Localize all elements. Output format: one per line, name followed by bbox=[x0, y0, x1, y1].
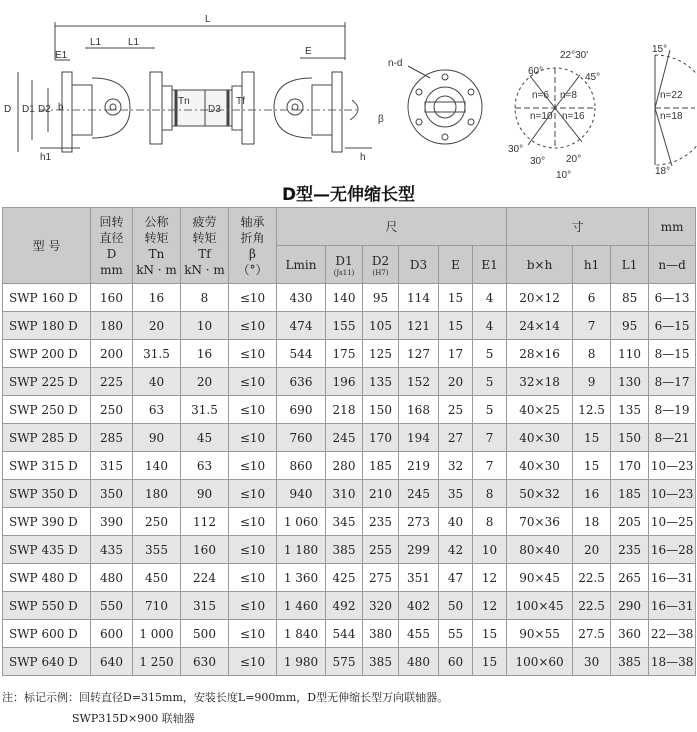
table-cell: 940 bbox=[277, 480, 326, 508]
svg-text:20°: 20° bbox=[566, 154, 582, 165]
table-cell: 8 bbox=[181, 284, 229, 312]
svg-text:h1: h1 bbox=[40, 152, 52, 163]
table-cell: 85 bbox=[611, 284, 649, 312]
table-cell: 40×30 bbox=[507, 424, 573, 452]
table-cell: 224 bbox=[181, 564, 229, 592]
table-cell: 7 bbox=[573, 312, 611, 340]
table-cell: 50×32 bbox=[507, 480, 573, 508]
table-cell: 299 bbox=[399, 536, 439, 564]
table-cell: 185 bbox=[611, 480, 649, 508]
table-cell: 492 bbox=[326, 592, 363, 620]
table-cell: 30 bbox=[573, 648, 611, 676]
table-cell: 112 bbox=[181, 508, 229, 536]
table-cell: 20 bbox=[181, 368, 229, 396]
technical-drawing bbox=[0, 0, 697, 182]
table-cell: 95 bbox=[363, 284, 399, 312]
header-e: E bbox=[439, 246, 473, 284]
model-cell: SWP 350 D bbox=[3, 480, 91, 508]
table-cell: 90 bbox=[181, 480, 229, 508]
svg-text:n=8: n=8 bbox=[560, 90, 577, 101]
svg-text:D3: D3 bbox=[208, 104, 221, 115]
table-row bbox=[3, 620, 696, 648]
header-d1: D1 (Js11) bbox=[326, 246, 363, 284]
table-cell: 160 bbox=[91, 284, 133, 312]
table-cell: 255 bbox=[363, 536, 399, 564]
header-dimension-unit: mm bbox=[649, 208, 696, 246]
table-cell: ≤10 bbox=[229, 620, 277, 648]
table-cell: 205 bbox=[611, 508, 649, 536]
table-cell: 8—19 bbox=[649, 396, 696, 424]
table-cell: 40 bbox=[133, 368, 181, 396]
svg-text:h: h bbox=[360, 152, 366, 163]
table-cell: 290 bbox=[611, 592, 649, 620]
svg-text:10°: 10° bbox=[556, 170, 572, 181]
model-cell: SWP 600 D bbox=[3, 620, 91, 648]
table-cell: 8 bbox=[573, 340, 611, 368]
table-cell: 114 bbox=[399, 284, 439, 312]
table-cell: 7 bbox=[473, 452, 507, 480]
table-cell: 1 840 bbox=[277, 620, 326, 648]
table-cell: 170 bbox=[363, 424, 399, 452]
table-row bbox=[3, 284, 696, 312]
table-cell: 12 bbox=[473, 592, 507, 620]
model-cell: SWP 250 D bbox=[3, 396, 91, 424]
table-cell: 25 bbox=[439, 396, 473, 424]
table-cell: 32 bbox=[439, 452, 473, 480]
table-cell: 18 bbox=[573, 508, 611, 536]
table-cell: 22.5 bbox=[573, 592, 611, 620]
table-cell: 15 bbox=[473, 620, 507, 648]
svg-text:D1: D1 bbox=[22, 104, 35, 115]
table-row bbox=[3, 536, 696, 564]
table-cell: 22.5 bbox=[573, 564, 611, 592]
left-yoke bbox=[92, 78, 130, 138]
header-dimension-a: 尺 bbox=[277, 208, 507, 246]
table-cell: 1 000 bbox=[133, 620, 181, 648]
table-cell: 16 bbox=[181, 340, 229, 368]
table-cell: ≤10 bbox=[229, 424, 277, 452]
table-cell: 127 bbox=[399, 340, 439, 368]
table-cell: 6—13 bbox=[649, 284, 696, 312]
table-cell: ≤10 bbox=[229, 284, 277, 312]
table-row bbox=[3, 368, 696, 396]
table-cell: 450 bbox=[133, 564, 181, 592]
table-cell: 15 bbox=[439, 312, 473, 340]
table-cell: 385 bbox=[326, 536, 363, 564]
table-cell: 15 bbox=[439, 284, 473, 312]
table-cell: 95 bbox=[611, 312, 649, 340]
table-cell: 125 bbox=[363, 340, 399, 368]
model-cell: SWP 315 D bbox=[3, 452, 91, 480]
svg-text:15°: 15° bbox=[652, 44, 668, 55]
table-cell: 22—38 bbox=[649, 620, 696, 648]
table-cell: 110 bbox=[611, 340, 649, 368]
header-l1: L1 bbox=[611, 246, 649, 284]
table-cell: 8—17 bbox=[649, 368, 696, 396]
table-cell: 9 bbox=[573, 368, 611, 396]
table-cell: 8 bbox=[473, 480, 507, 508]
header-nd: n—d bbox=[649, 246, 696, 284]
table-cell: ≤10 bbox=[229, 368, 277, 396]
table-cell: 40 bbox=[439, 508, 473, 536]
table-cell: ≤10 bbox=[229, 508, 277, 536]
table-cell: 12 bbox=[473, 564, 507, 592]
table-cell: 690 bbox=[277, 396, 326, 424]
table-cell: 351 bbox=[399, 564, 439, 592]
table-cell: 80×40 bbox=[507, 536, 573, 564]
table-cell: 245 bbox=[399, 480, 439, 508]
table-cell: 636 bbox=[277, 368, 326, 396]
label-L: L bbox=[205, 14, 211, 25]
table-cell: 250 bbox=[91, 396, 133, 424]
table-cell: 480 bbox=[399, 648, 439, 676]
table-cell: 550 bbox=[91, 592, 133, 620]
table-cell: 31.5 bbox=[133, 340, 181, 368]
svg-text:n=6: n=6 bbox=[532, 90, 549, 101]
model-cell: SWP 550 D bbox=[3, 592, 91, 620]
model-cell: SWP 200 D bbox=[3, 340, 91, 368]
table-cell: 250 bbox=[133, 508, 181, 536]
table-row bbox=[3, 648, 696, 676]
table-cell: 100×45 bbox=[507, 592, 573, 620]
table-cell: 15 bbox=[573, 424, 611, 452]
table-cell: ≤10 bbox=[229, 648, 277, 676]
table-cell: 320 bbox=[363, 592, 399, 620]
note-text: 注：标记示例：回转直径D=315mm，安装长度L=900mm，D型无伸缩长型万向联轴器。 bbox=[2, 691, 449, 704]
right-flange bbox=[332, 72, 342, 152]
table-cell: 10—23 bbox=[649, 480, 696, 508]
table-cell: 1 060 bbox=[277, 508, 326, 536]
table-cell: 575 bbox=[326, 648, 363, 676]
table-cell: 63 bbox=[133, 396, 181, 424]
table-cell: 140 bbox=[326, 284, 363, 312]
svg-text:n=16: n=16 bbox=[562, 111, 585, 122]
table-cell: 280 bbox=[326, 452, 363, 480]
table-cell: 20 bbox=[439, 368, 473, 396]
table-cell: 5 bbox=[473, 368, 507, 396]
table-cell: 168 bbox=[399, 396, 439, 424]
table-cell: 70×36 bbox=[507, 508, 573, 536]
table-cell: 8 bbox=[473, 508, 507, 536]
svg-text:β: β bbox=[378, 114, 384, 125]
table-cell: 20×12 bbox=[507, 284, 573, 312]
table-cell: 1 180 bbox=[277, 536, 326, 564]
table-cell: 7 bbox=[473, 424, 507, 452]
table-cell: 544 bbox=[326, 620, 363, 648]
table-cell: 50 bbox=[439, 592, 473, 620]
table-cell: 60 bbox=[439, 648, 473, 676]
table-cell: 245 bbox=[326, 424, 363, 452]
svg-text:n=22: n=22 bbox=[660, 90, 683, 101]
svg-text:D: D bbox=[4, 104, 12, 115]
table-cell: 390 bbox=[91, 508, 133, 536]
table-cell: ≤10 bbox=[229, 396, 277, 424]
table-cell: 4 bbox=[473, 312, 507, 340]
table-cell: 121 bbox=[399, 312, 439, 340]
table-cell: 360 bbox=[611, 620, 649, 648]
table-cell: 385 bbox=[363, 648, 399, 676]
svg-text:22°30': 22°30' bbox=[560, 50, 589, 61]
table-row bbox=[3, 312, 696, 340]
table-cell: 45 bbox=[181, 424, 229, 452]
table-cell: 275 bbox=[363, 564, 399, 592]
table-cell: 135 bbox=[363, 368, 399, 396]
svg-text:n=18: n=18 bbox=[660, 111, 683, 122]
table-cell: 600 bbox=[91, 620, 133, 648]
table-cell: 105 bbox=[363, 312, 399, 340]
table-cell: 27.5 bbox=[573, 620, 611, 648]
table-cell: 10—25 bbox=[649, 508, 696, 536]
model-cell: SWP 180 D bbox=[3, 312, 91, 340]
table-cell: 100×60 bbox=[507, 648, 573, 676]
table-cell: ≤10 bbox=[229, 312, 277, 340]
table-cell: 710 bbox=[133, 592, 181, 620]
table-cell: 27 bbox=[439, 424, 473, 452]
table-cell: 273 bbox=[399, 508, 439, 536]
table-cell: 1 250 bbox=[133, 648, 181, 676]
table-cell: 4 bbox=[473, 284, 507, 312]
table-cell: 435 bbox=[91, 536, 133, 564]
table-cell: 16 bbox=[573, 480, 611, 508]
header-fatigue-torque: 疲劳 转矩 Tf kN · m bbox=[181, 208, 229, 284]
table-cell: 1 980 bbox=[277, 648, 326, 676]
header-lmin: Lmin bbox=[277, 246, 326, 284]
table-cell: 20 bbox=[573, 536, 611, 564]
table-cell: 16—31 bbox=[649, 592, 696, 620]
table-cell: 155 bbox=[326, 312, 363, 340]
svg-text:L1: L1 bbox=[128, 37, 140, 48]
table-cell: 130 bbox=[611, 368, 649, 396]
table-cell: 6—15 bbox=[649, 312, 696, 340]
svg-text:L1: L1 bbox=[90, 37, 102, 48]
table-cell: 20 bbox=[133, 312, 181, 340]
model-cell: SWP 390 D bbox=[3, 508, 91, 536]
table-cell: 10 bbox=[473, 536, 507, 564]
table-row bbox=[3, 592, 696, 620]
table-cell: 55 bbox=[439, 620, 473, 648]
table-cell: 16 bbox=[133, 284, 181, 312]
note-example: SWP315D×900 联轴器 bbox=[72, 712, 195, 725]
table-cell: ≤10 bbox=[229, 536, 277, 564]
table-cell: 315 bbox=[181, 592, 229, 620]
table-cell: 15 bbox=[473, 648, 507, 676]
table-cell: 150 bbox=[363, 396, 399, 424]
model-cell: SWP 285 D bbox=[3, 424, 91, 452]
table-cell: 430 bbox=[277, 284, 326, 312]
table-cell: 402 bbox=[399, 592, 439, 620]
model-cell: SWP 640 D bbox=[3, 648, 91, 676]
table-cell: 175 bbox=[326, 340, 363, 368]
table-cell: 8—21 bbox=[649, 424, 696, 452]
svg-text:b: b bbox=[58, 102, 64, 113]
table-cell: 47 bbox=[439, 564, 473, 592]
svg-text:n=10: n=10 bbox=[530, 111, 553, 122]
table-cell: 10—23 bbox=[649, 452, 696, 480]
table-cell: 760 bbox=[277, 424, 326, 452]
table-cell: 28×16 bbox=[507, 340, 573, 368]
table-cell: ≤10 bbox=[229, 452, 277, 480]
header-nominal-torque: 公称 转矩 Tn kN · m bbox=[133, 208, 181, 284]
table-cell: 150 bbox=[611, 424, 649, 452]
table-cell: 385 bbox=[611, 648, 649, 676]
header-bxh: b×h bbox=[507, 246, 573, 284]
model-cell: SWP 225 D bbox=[3, 368, 91, 396]
table-cell: 40×25 bbox=[507, 396, 573, 424]
table-cell: 5 bbox=[473, 340, 507, 368]
right-yoke bbox=[274, 78, 312, 138]
table-cell: 180 bbox=[133, 480, 181, 508]
table-cell: 225 bbox=[91, 368, 133, 396]
header-bearing-angle: 轴承 折角 β （°） bbox=[229, 208, 277, 284]
header-model: 型 号 bbox=[3, 208, 91, 284]
table-row bbox=[3, 508, 696, 536]
table-cell: 170 bbox=[611, 452, 649, 480]
table-cell: 42 bbox=[439, 536, 473, 564]
header-dimension-b: 寸 bbox=[507, 208, 649, 246]
svg-text:60°: 60° bbox=[528, 66, 544, 77]
table-cell: 18—38 bbox=[649, 648, 696, 676]
table-cell: 1 360 bbox=[277, 564, 326, 592]
svg-text:n-d: n-d bbox=[388, 58, 403, 69]
table-row bbox=[3, 424, 696, 452]
spec-table bbox=[2, 207, 696, 676]
table-cell: 90 bbox=[133, 424, 181, 452]
table-cell: 455 bbox=[399, 620, 439, 648]
table-cell: ≤10 bbox=[229, 480, 277, 508]
table-cell: 210 bbox=[363, 480, 399, 508]
svg-text:E1: E1 bbox=[55, 50, 68, 61]
table-cell: 350 bbox=[91, 480, 133, 508]
table-cell: 15 bbox=[573, 452, 611, 480]
table-cell: 16—28 bbox=[649, 536, 696, 564]
model-cell: SWP 480 D bbox=[3, 564, 91, 592]
table-cell: 32×18 bbox=[507, 368, 573, 396]
table-row bbox=[3, 452, 696, 480]
table-cell: ≤10 bbox=[229, 564, 277, 592]
table-cell: 235 bbox=[611, 536, 649, 564]
table-row bbox=[3, 396, 696, 424]
table-cell: 544 bbox=[277, 340, 326, 368]
svg-text:E: E bbox=[305, 46, 312, 57]
page-title: D型—无伸缩长型 bbox=[281, 185, 416, 205]
table-cell: 24×14 bbox=[507, 312, 573, 340]
table-cell: 380 bbox=[363, 620, 399, 648]
table-cell: 315 bbox=[91, 452, 133, 480]
svg-text:D2: D2 bbox=[38, 104, 51, 115]
table-cell: 345 bbox=[326, 508, 363, 536]
table-cell: 90×45 bbox=[507, 564, 573, 592]
table-cell: 8—15 bbox=[649, 340, 696, 368]
table-cell: 40×30 bbox=[507, 452, 573, 480]
svg-text:18°: 18° bbox=[655, 166, 671, 177]
table-cell: 196 bbox=[326, 368, 363, 396]
header-h1: h1 bbox=[573, 246, 611, 284]
table-cell: 500 bbox=[181, 620, 229, 648]
table-cell: 480 bbox=[91, 564, 133, 592]
table-cell: 135 bbox=[611, 396, 649, 424]
table-cell: 90×55 bbox=[507, 620, 573, 648]
table-cell: 218 bbox=[326, 396, 363, 424]
end-view-flange bbox=[408, 70, 482, 144]
table-cell: 63 bbox=[181, 452, 229, 480]
table-cell: 285 bbox=[91, 424, 133, 452]
model-cell: SWP 435 D bbox=[3, 536, 91, 564]
table-cell: 31.5 bbox=[181, 396, 229, 424]
svg-text:Tf: Tf bbox=[236, 96, 245, 107]
header-e1: E1 bbox=[473, 246, 507, 284]
header-diameter: 回转 直径 D mm bbox=[91, 208, 133, 284]
model-cell: SWP 160 D bbox=[3, 284, 91, 312]
bolt-pattern-partial bbox=[655, 55, 697, 165]
table-cell: 140 bbox=[133, 452, 181, 480]
table-cell: 16—31 bbox=[649, 564, 696, 592]
table-cell: 1 460 bbox=[277, 592, 326, 620]
table-cell: 194 bbox=[399, 424, 439, 452]
table-cell: 425 bbox=[326, 564, 363, 592]
svg-text:30°: 30° bbox=[508, 144, 524, 155]
table-cell: 860 bbox=[277, 452, 326, 480]
header-d2: D2 (H7) bbox=[363, 246, 399, 284]
table-cell: 180 bbox=[91, 312, 133, 340]
table-cell: 6 bbox=[573, 284, 611, 312]
table-cell: 355 bbox=[133, 536, 181, 564]
table-cell: 310 bbox=[326, 480, 363, 508]
table-cell: 185 bbox=[363, 452, 399, 480]
table-cell: 17 bbox=[439, 340, 473, 368]
table-cell: ≤10 bbox=[229, 340, 277, 368]
table-cell: 640 bbox=[91, 648, 133, 676]
table-cell: 200 bbox=[91, 340, 133, 368]
svg-text:Tn: Tn bbox=[178, 96, 190, 107]
svg-text:45°: 45° bbox=[585, 72, 601, 83]
table-cell: 10 bbox=[181, 312, 229, 340]
table-cell: 12.5 bbox=[573, 396, 611, 424]
table-cell: ≤10 bbox=[229, 592, 277, 620]
table-row bbox=[3, 480, 696, 508]
table-cell: 5 bbox=[473, 396, 507, 424]
table-row bbox=[3, 340, 696, 368]
table-cell: 152 bbox=[399, 368, 439, 396]
table-cell: 235 bbox=[363, 508, 399, 536]
table-cell: 219 bbox=[399, 452, 439, 480]
table-cell: 474 bbox=[277, 312, 326, 340]
table-cell: 630 bbox=[181, 648, 229, 676]
table-cell: 35 bbox=[439, 480, 473, 508]
table-row bbox=[3, 564, 696, 592]
svg-text:30°: 30° bbox=[530, 156, 546, 167]
table-cell: 265 bbox=[611, 564, 649, 592]
header-d3: D3 bbox=[399, 246, 439, 284]
table-cell: 160 bbox=[181, 536, 229, 564]
